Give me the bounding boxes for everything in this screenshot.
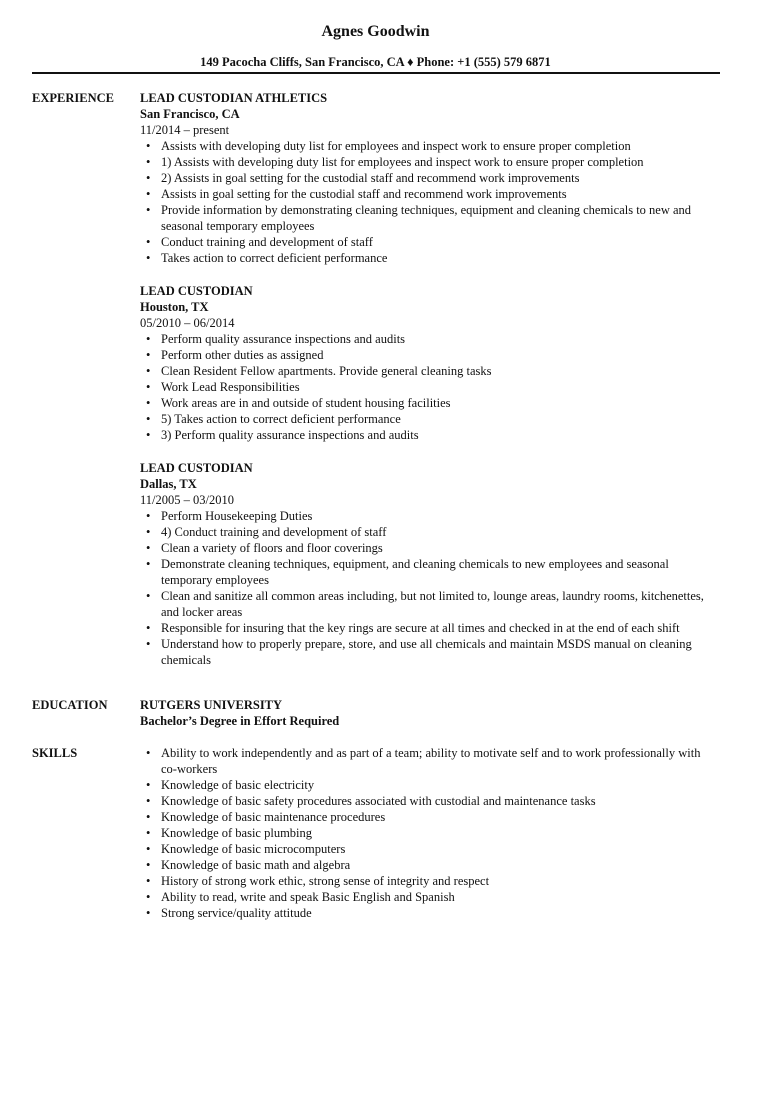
candidate-name: Agnes Goodwin <box>321 23 430 40</box>
list-item: • Responsible for insuring that the key rings are secure at all times and checked in at the end of each shift <box>140 620 719 636</box>
list-item: • Knowledge of basic plumbing <box>140 825 719 841</box>
header-divider <box>32 72 720 74</box>
job-title: LEAD CUSTODIAN <box>140 284 253 298</box>
list-item: • Ability to read, write and speak Basic English and Spanish <box>140 889 719 905</box>
list-item: • Strong service/quality attitude <box>140 905 719 921</box>
education-section <box>32 697 719 729</box>
job-location: Houston, TX <box>140 300 209 314</box>
list-item: • History of strong work ethic, strong sense of integrity and respect <box>140 873 719 889</box>
list-item: • Perform quality assurance inspections and audits <box>140 331 719 347</box>
job-location: San Francisco, CA <box>140 107 240 121</box>
job-location: Dallas, TX <box>140 477 197 491</box>
list-item: • Clean a variety of floors and floor coverings <box>140 540 719 556</box>
degree: Bachelor’s Degree in Effort Required <box>140 714 340 728</box>
job-title: LEAD CUSTODIAN <box>140 461 253 475</box>
skills-section <box>32 745 719 921</box>
contact-line: 149 Pacocha Cliffs, San Francisco, CA ♦ Phone: +1 (555) 579 6871 <box>200 55 551 69</box>
list-item: • Assists in goal setting for the custodial staff and recommend work improvements <box>140 186 719 202</box>
skills-list <box>140 745 719 921</box>
list-item: • Knowledge of basic math and algebra <box>140 857 719 873</box>
list-item: • Clean and sanitize all common areas including, but not limited to, lounge areas, laundry rooms, kitchenettes, and locker areas <box>140 588 719 620</box>
list-item: • Conduct training and development of staff <box>140 234 719 250</box>
job-bullets <box>140 331 719 443</box>
list-item: • 3) Perform quality assurance inspections and audits <box>140 427 719 443</box>
list-item: • 4) Conduct training and development of staff <box>140 524 719 540</box>
job-entry <box>140 90 719 266</box>
section-label-education: EDUCATION <box>32 698 108 712</box>
list-item: • Ability to work independently and as part of a team; ability to motivate self and to work professionally with co-workers <box>140 745 719 777</box>
list-item: • 1) Assists with developing duty list for employees and inspect work to ensure proper completion <box>140 154 719 170</box>
job-entry <box>140 283 719 443</box>
job-dates: 11/2005 – 03/2010 <box>140 493 234 507</box>
section-label-experience: EXPERIENCE <box>32 91 114 105</box>
resume-header <box>32 0 719 70</box>
list-item: • Perform Housekeeping Duties <box>140 508 719 524</box>
experience-body <box>140 90 719 685</box>
list-item: • Knowledge of basic microcomputers <box>140 841 719 857</box>
list-item: • 5) Takes action to correct deficient performance <box>140 411 719 427</box>
job-entry <box>140 460 719 668</box>
list-item: • Perform other duties as assigned <box>140 347 719 363</box>
job-bullets <box>140 508 719 668</box>
job-dates: 05/2010 – 06/2014 <box>140 316 235 330</box>
section-label-skills: SKILLS <box>32 746 78 760</box>
school-name: RUTGERS UNIVERSITY <box>140 698 283 712</box>
skills-body <box>140 745 719 921</box>
list-item: • Work Lead Responsibilities <box>140 379 719 395</box>
list-item: • Takes action to correct deficient performance <box>140 250 719 266</box>
list-item: • Knowledge of basic safety procedures associated with custodial and maintenance tasks <box>140 793 719 809</box>
list-item: • 2) Assists in goal setting for the custodial staff and recommend work improvements <box>140 170 719 186</box>
job-title: LEAD CUSTODIAN ATHLETICS <box>140 91 328 105</box>
list-item: • Work areas are in and outside of student housing facilities <box>140 395 719 411</box>
experience-section <box>32 90 719 685</box>
list-item: • Clean Resident Fellow apartments. Provide general cleaning tasks <box>140 363 719 379</box>
education-body <box>140 697 719 729</box>
list-item: • Understand how to properly prepare, store, and use all chemicals and maintain MSDS manual on cleaning chemicals <box>140 636 719 668</box>
list-item: • Knowledge of basic electricity <box>140 777 719 793</box>
list-item: • Assists with developing duty list for employees and inspect work to ensure proper completion <box>140 138 719 154</box>
job-bullets <box>140 138 719 266</box>
list-item: • Demonstrate cleaning techniques, equipment, and cleaning chemicals to new employees and seasonal temporary employees <box>140 556 719 588</box>
job-dates: 11/2014 – present <box>140 123 230 137</box>
list-item: • Provide information by demonstrating cleaning techniques, equipment and cleaning chemicals to new and seasonal temporary employees <box>140 202 719 234</box>
list-item: • Knowledge of basic maintenance procedures <box>140 809 719 825</box>
